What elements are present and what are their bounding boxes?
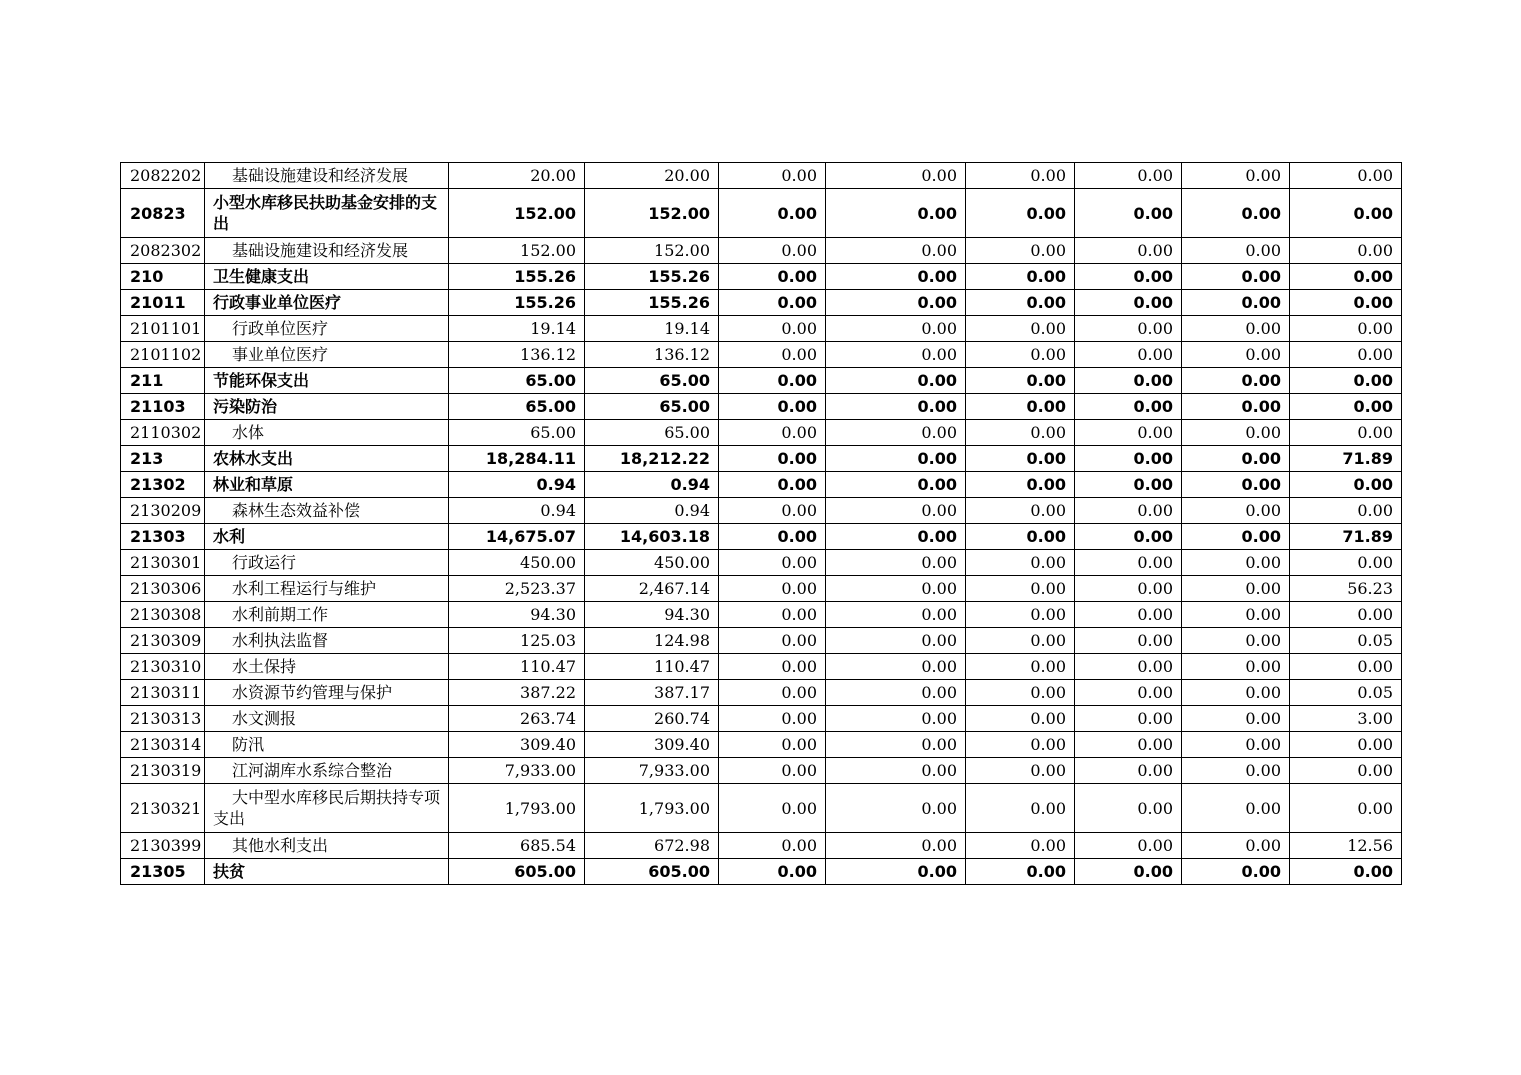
amount-cell: 450.00	[449, 550, 585, 576]
subject-code-cell: 2130310	[121, 654, 205, 680]
amount-cell: 0.00	[826, 859, 966, 885]
subject-name-cell: 水体	[205, 420, 449, 446]
amount-cell: 65.00	[585, 420, 719, 446]
table-row	[121, 498, 1402, 524]
amount-cell: 0.00	[719, 420, 826, 446]
amount-cell: 0.94	[585, 472, 719, 498]
subject-name-cell: 基础设施建设和经济发展	[205, 238, 449, 264]
amount-cell: 672.98	[585, 833, 719, 859]
amount-cell: 0.00	[1290, 368, 1402, 394]
amount-cell: 0.00	[719, 680, 826, 706]
amount-cell: 0.05	[1290, 680, 1402, 706]
table-row	[121, 264, 1402, 290]
amount-cell: 0.94	[585, 498, 719, 524]
amount-cell: 0.00	[966, 394, 1075, 420]
subject-name-cell: 事业单位医疗	[205, 342, 449, 368]
amount-cell: 0.00	[966, 472, 1075, 498]
amount-cell: 0.00	[966, 163, 1075, 189]
amount-cell: 0.00	[1075, 732, 1182, 758]
table-row	[121, 732, 1402, 758]
subject-code-cell: 2130306	[121, 576, 205, 602]
amount-cell: 0.00	[1182, 576, 1290, 602]
amount-cell: 0.00	[1075, 290, 1182, 316]
amount-cell: 125.03	[449, 628, 585, 654]
amount-cell: 0.00	[826, 264, 966, 290]
amount-cell: 1,793.00	[449, 784, 585, 833]
table-row	[121, 238, 1402, 264]
amount-cell: 0.05	[1290, 628, 1402, 654]
amount-cell: 0.00	[1182, 290, 1290, 316]
amount-cell: 0.00	[1290, 238, 1402, 264]
amount-cell: 0.00	[826, 654, 966, 680]
subject-code-cell: 2101102	[121, 342, 205, 368]
amount-cell: 7,933.00	[585, 758, 719, 784]
table-row	[121, 368, 1402, 394]
amount-cell: 0.00	[826, 238, 966, 264]
amount-cell: 0.00	[1075, 238, 1182, 264]
subject-code-cell: 2130319	[121, 758, 205, 784]
subject-name-cell: 水文测报	[205, 706, 449, 732]
amount-cell: 0.00	[719, 732, 826, 758]
amount-cell: 387.17	[585, 680, 719, 706]
amount-cell: 0.00	[719, 758, 826, 784]
subject-code-cell: 2130311	[121, 680, 205, 706]
subject-code-cell: 2130308	[121, 602, 205, 628]
amount-cell: 0.00	[826, 290, 966, 316]
table-row	[121, 472, 1402, 498]
subject-name-cell: 基础设施建设和经济发展	[205, 163, 449, 189]
amount-cell: 0.00	[719, 446, 826, 472]
amount-cell: 0.00	[1182, 859, 1290, 885]
amount-cell: 0.00	[1290, 394, 1402, 420]
subject-code-cell: 2130314	[121, 732, 205, 758]
amount-cell: 0.00	[1075, 342, 1182, 368]
subject-name-cell: 卫生健康支出	[205, 264, 449, 290]
amount-cell: 0.00	[966, 342, 1075, 368]
table-row	[121, 706, 1402, 732]
amount-cell: 0.00	[966, 290, 1075, 316]
amount-cell: 0.00	[966, 758, 1075, 784]
amount-cell: 0.00	[826, 706, 966, 732]
amount-cell: 0.00	[966, 524, 1075, 550]
amount-cell: 0.00	[966, 316, 1075, 342]
table-row	[121, 394, 1402, 420]
amount-cell: 0.00	[826, 189, 966, 238]
amount-cell: 0.00	[1075, 550, 1182, 576]
amount-cell: 0.00	[719, 628, 826, 654]
amount-cell: 20.00	[585, 163, 719, 189]
amount-cell: 0.00	[719, 706, 826, 732]
table-row	[121, 163, 1402, 189]
subject-code-cell: 2130301	[121, 550, 205, 576]
table-row	[121, 602, 1402, 628]
amount-cell: 605.00	[585, 859, 719, 885]
amount-cell: 0.00	[719, 163, 826, 189]
amount-cell: 20.00	[449, 163, 585, 189]
amount-cell: 152.00	[449, 238, 585, 264]
amount-cell: 0.00	[1182, 550, 1290, 576]
amount-cell: 0.00	[826, 368, 966, 394]
amount-cell: 605.00	[449, 859, 585, 885]
amount-cell: 0.00	[966, 602, 1075, 628]
subject-name-cell: 森林生态效益补偿	[205, 498, 449, 524]
amount-cell: 0.00	[1182, 238, 1290, 264]
subject-name-cell: 水土保持	[205, 654, 449, 680]
subject-name-cell: 行政运行	[205, 550, 449, 576]
amount-cell: 0.00	[966, 859, 1075, 885]
amount-cell: 1,793.00	[585, 784, 719, 833]
amount-cell: 0.00	[1182, 264, 1290, 290]
amount-cell: 0.00	[719, 524, 826, 550]
amount-cell: 0.00	[826, 550, 966, 576]
table-row	[121, 859, 1402, 885]
amount-cell: 0.00	[1075, 524, 1182, 550]
amount-cell: 136.12	[449, 342, 585, 368]
subject-name-cell: 污染防治	[205, 394, 449, 420]
amount-cell: 309.40	[585, 732, 719, 758]
amount-cell: 0.00	[1290, 316, 1402, 342]
amount-cell: 0.00	[719, 238, 826, 264]
amount-cell: 0.00	[1182, 706, 1290, 732]
amount-cell: 0.00	[966, 628, 1075, 654]
table-row	[121, 420, 1402, 446]
amount-cell: 0.00	[966, 680, 1075, 706]
amount-cell: 155.26	[585, 264, 719, 290]
amount-cell: 0.00	[966, 264, 1075, 290]
amount-cell: 0.00	[826, 342, 966, 368]
amount-cell: 0.00	[826, 758, 966, 784]
amount-cell: 0.00	[1290, 420, 1402, 446]
amount-cell: 110.47	[449, 654, 585, 680]
amount-cell: 0.00	[826, 446, 966, 472]
amount-cell: 0.00	[719, 859, 826, 885]
amount-cell: 94.30	[585, 602, 719, 628]
amount-cell: 0.00	[719, 576, 826, 602]
subject-name-cell: 其他水利支出	[205, 833, 449, 859]
subject-name-cell: 小型水库移民扶助基金安排的支出	[205, 189, 449, 238]
amount-cell: 0.00	[826, 784, 966, 833]
subject-name-cell: 农林水支出	[205, 446, 449, 472]
subject-name-cell: 林业和草原	[205, 472, 449, 498]
amount-cell: 12.56	[1290, 833, 1402, 859]
table-row	[121, 446, 1402, 472]
amount-cell: 0.00	[1075, 264, 1182, 290]
amount-cell: 94.30	[449, 602, 585, 628]
amount-cell: 3.00	[1290, 706, 1402, 732]
amount-cell: 0.00	[966, 498, 1075, 524]
amount-cell: 71.89	[1290, 524, 1402, 550]
amount-cell: 0.00	[826, 498, 966, 524]
amount-cell: 0.00	[826, 602, 966, 628]
subject-name-cell: 水利前期工作	[205, 602, 449, 628]
table-row	[121, 784, 1402, 833]
amount-cell: 56.23	[1290, 576, 1402, 602]
subject-code-cell: 2130399	[121, 833, 205, 859]
table-row	[121, 550, 1402, 576]
amount-cell: 14,675.07	[449, 524, 585, 550]
amount-cell: 0.00	[719, 550, 826, 576]
amount-cell: 65.00	[449, 368, 585, 394]
amount-cell: 0.00	[966, 446, 1075, 472]
amount-cell: 0.00	[1182, 420, 1290, 446]
amount-cell: 152.00	[449, 189, 585, 238]
amount-cell: 19.14	[449, 316, 585, 342]
table-row	[121, 524, 1402, 550]
amount-cell: 0.00	[719, 189, 826, 238]
amount-cell: 0.00	[1182, 833, 1290, 859]
amount-cell: 2,467.14	[585, 576, 719, 602]
amount-cell: 0.00	[1075, 758, 1182, 784]
amount-cell: 0.00	[826, 316, 966, 342]
amount-cell: 0.00	[1182, 524, 1290, 550]
subject-code-cell: 21305	[121, 859, 205, 885]
subject-code-cell: 21302	[121, 472, 205, 498]
amount-cell: 152.00	[585, 238, 719, 264]
amount-cell: 0.00	[1290, 550, 1402, 576]
amount-cell: 0.00	[1182, 446, 1290, 472]
table-row	[121, 342, 1402, 368]
table-row	[121, 654, 1402, 680]
subject-name-cell: 行政单位医疗	[205, 316, 449, 342]
amount-cell: 0.00	[826, 628, 966, 654]
amount-cell: 65.00	[585, 394, 719, 420]
subject-code-cell: 2130309	[121, 628, 205, 654]
subject-code-cell: 211	[121, 368, 205, 394]
amount-cell: 685.54	[449, 833, 585, 859]
amount-cell: 0.00	[719, 498, 826, 524]
subject-code-cell: 20823	[121, 189, 205, 238]
subject-name-cell: 行政事业单位医疗	[205, 290, 449, 316]
amount-cell: 0.00	[1182, 628, 1290, 654]
amount-cell: 110.47	[585, 654, 719, 680]
subject-code-cell: 2130321	[121, 784, 205, 833]
amount-cell: 0.00	[1075, 446, 1182, 472]
amount-cell: 7,933.00	[449, 758, 585, 784]
amount-cell: 0.00	[826, 732, 966, 758]
amount-cell: 0.00	[966, 784, 1075, 833]
amount-cell: 450.00	[585, 550, 719, 576]
amount-cell: 0.00	[1075, 654, 1182, 680]
amount-cell: 0.00	[719, 342, 826, 368]
table-row	[121, 758, 1402, 784]
amount-cell: 65.00	[449, 420, 585, 446]
amount-cell: 0.00	[966, 576, 1075, 602]
amount-cell: 18,284.11	[449, 446, 585, 472]
subject-code-cell: 2101101	[121, 316, 205, 342]
subject-code-cell: 2130313	[121, 706, 205, 732]
amount-cell: 0.00	[1182, 163, 1290, 189]
subject-code-cell: 21011	[121, 290, 205, 316]
amount-cell: 0.00	[1075, 706, 1182, 732]
amount-cell: 124.98	[585, 628, 719, 654]
amount-cell: 136.12	[585, 342, 719, 368]
table-row	[121, 833, 1402, 859]
amount-cell: 0.00	[966, 732, 1075, 758]
amount-cell: 0.00	[826, 524, 966, 550]
budget-table	[120, 162, 1402, 885]
amount-cell: 0.00	[1290, 264, 1402, 290]
amount-cell: 0.00	[1182, 472, 1290, 498]
amount-cell: 0.00	[826, 833, 966, 859]
amount-cell: 0.00	[1290, 342, 1402, 368]
amount-cell: 0.00	[966, 368, 1075, 394]
amount-cell: 0.00	[1290, 654, 1402, 680]
amount-cell: 152.00	[585, 189, 719, 238]
amount-cell: 0.00	[1075, 576, 1182, 602]
amount-cell: 0.00	[1075, 784, 1182, 833]
amount-cell: 0.00	[1290, 472, 1402, 498]
amount-cell: 0.00	[1182, 732, 1290, 758]
amount-cell: 0.00	[1290, 498, 1402, 524]
amount-cell: 0.00	[1290, 758, 1402, 784]
amount-cell: 0.00	[1290, 189, 1402, 238]
subject-code-cell: 2110302	[121, 420, 205, 446]
amount-cell: 19.14	[585, 316, 719, 342]
subject-name-cell: 水利工程运行与维护	[205, 576, 449, 602]
subject-code-cell: 21303	[121, 524, 205, 550]
amount-cell: 0.00	[966, 238, 1075, 264]
amount-cell: 0.00	[1182, 654, 1290, 680]
subject-name-cell: 节能环保支出	[205, 368, 449, 394]
amount-cell: 0.00	[826, 163, 966, 189]
subject-code-cell: 2082302	[121, 238, 205, 264]
amount-cell: 0.00	[826, 420, 966, 446]
amount-cell: 0.00	[719, 264, 826, 290]
amount-cell: 0.00	[1075, 316, 1182, 342]
subject-code-cell: 21103	[121, 394, 205, 420]
amount-cell: 0.00	[966, 654, 1075, 680]
amount-cell: 65.00	[585, 368, 719, 394]
amount-cell: 0.00	[1075, 680, 1182, 706]
subject-name-cell: 大中型水库移民后期扶持专项支出	[205, 784, 449, 833]
amount-cell: 263.74	[449, 706, 585, 732]
subject-code-cell: 213	[121, 446, 205, 472]
amount-cell: 71.89	[1290, 446, 1402, 472]
amount-cell: 0.00	[966, 420, 1075, 446]
amount-cell: 0.00	[1075, 498, 1182, 524]
amount-cell: 260.74	[585, 706, 719, 732]
amount-cell: 2,523.37	[449, 576, 585, 602]
table-row	[121, 189, 1402, 238]
amount-cell: 0.00	[1075, 472, 1182, 498]
subject-code-cell: 210	[121, 264, 205, 290]
amount-cell: 65.00	[449, 394, 585, 420]
amount-cell: 0.00	[966, 833, 1075, 859]
table-row	[121, 290, 1402, 316]
amount-cell: 0.00	[1182, 498, 1290, 524]
amount-cell: 0.00	[1290, 732, 1402, 758]
amount-cell: 0.00	[1290, 784, 1402, 833]
amount-cell: 0.00	[826, 394, 966, 420]
amount-cell: 0.00	[1075, 628, 1182, 654]
amount-cell: 0.00	[719, 394, 826, 420]
table-row	[121, 316, 1402, 342]
amount-cell: 155.26	[585, 290, 719, 316]
amount-cell: 0.00	[719, 290, 826, 316]
amount-cell: 0.00	[1182, 680, 1290, 706]
amount-cell: 0.00	[966, 706, 1075, 732]
amount-cell: 0.00	[966, 189, 1075, 238]
amount-cell: 0.00	[1182, 342, 1290, 368]
amount-cell: 0.00	[1075, 368, 1182, 394]
amount-cell: 0.00	[1290, 290, 1402, 316]
amount-cell: 0.00	[826, 576, 966, 602]
table-row	[121, 628, 1402, 654]
amount-cell: 0.00	[826, 472, 966, 498]
amount-cell: 309.40	[449, 732, 585, 758]
subject-name-cell: 水利执法监督	[205, 628, 449, 654]
subject-name-cell: 防汛	[205, 732, 449, 758]
amount-cell: 0.00	[1075, 602, 1182, 628]
subject-code-cell: 2130209	[121, 498, 205, 524]
table-row	[121, 576, 1402, 602]
amount-cell: 14,603.18	[585, 524, 719, 550]
amount-cell: 0.00	[719, 602, 826, 628]
amount-cell: 0.00	[719, 472, 826, 498]
subject-name-cell: 扶贫	[205, 859, 449, 885]
subject-name-cell: 水利	[205, 524, 449, 550]
subject-code-cell: 2082202	[121, 163, 205, 189]
amount-cell: 0.00	[966, 550, 1075, 576]
amount-cell: 0.00	[1075, 859, 1182, 885]
amount-cell: 0.00	[719, 654, 826, 680]
amount-cell: 0.00	[1075, 163, 1182, 189]
amount-cell: 0.94	[449, 498, 585, 524]
table-body	[121, 163, 1402, 885]
amount-cell: 387.22	[449, 680, 585, 706]
amount-cell: 0.00	[1182, 368, 1290, 394]
amount-cell: 0.00	[1075, 394, 1182, 420]
amount-cell: 0.00	[1182, 316, 1290, 342]
amount-cell: 0.00	[719, 368, 826, 394]
table-row	[121, 680, 1402, 706]
amount-cell: 0.00	[1182, 394, 1290, 420]
subject-name-cell: 水资源节约管理与保护	[205, 680, 449, 706]
amount-cell: 0.00	[1182, 784, 1290, 833]
amount-cell: 0.00	[719, 833, 826, 859]
amount-cell: 155.26	[449, 264, 585, 290]
amount-cell: 0.00	[1290, 859, 1402, 885]
amount-cell: 0.00	[1290, 602, 1402, 628]
amount-cell: 18,212.22	[585, 446, 719, 472]
amount-cell: 0.00	[1075, 420, 1182, 446]
amount-cell: 0.00	[1182, 189, 1290, 238]
amount-cell: 0.00	[1075, 189, 1182, 238]
amount-cell: 0.00	[1290, 163, 1402, 189]
amount-cell: 0.00	[719, 316, 826, 342]
amount-cell: 0.00	[1182, 602, 1290, 628]
amount-cell: 0.00	[1075, 833, 1182, 859]
amount-cell: 0.00	[1182, 758, 1290, 784]
amount-cell: 0.00	[719, 784, 826, 833]
amount-cell: 0.00	[826, 680, 966, 706]
amount-cell: 0.94	[449, 472, 585, 498]
amount-cell: 155.26	[449, 290, 585, 316]
subject-name-cell: 江河湖库水系综合整治	[205, 758, 449, 784]
